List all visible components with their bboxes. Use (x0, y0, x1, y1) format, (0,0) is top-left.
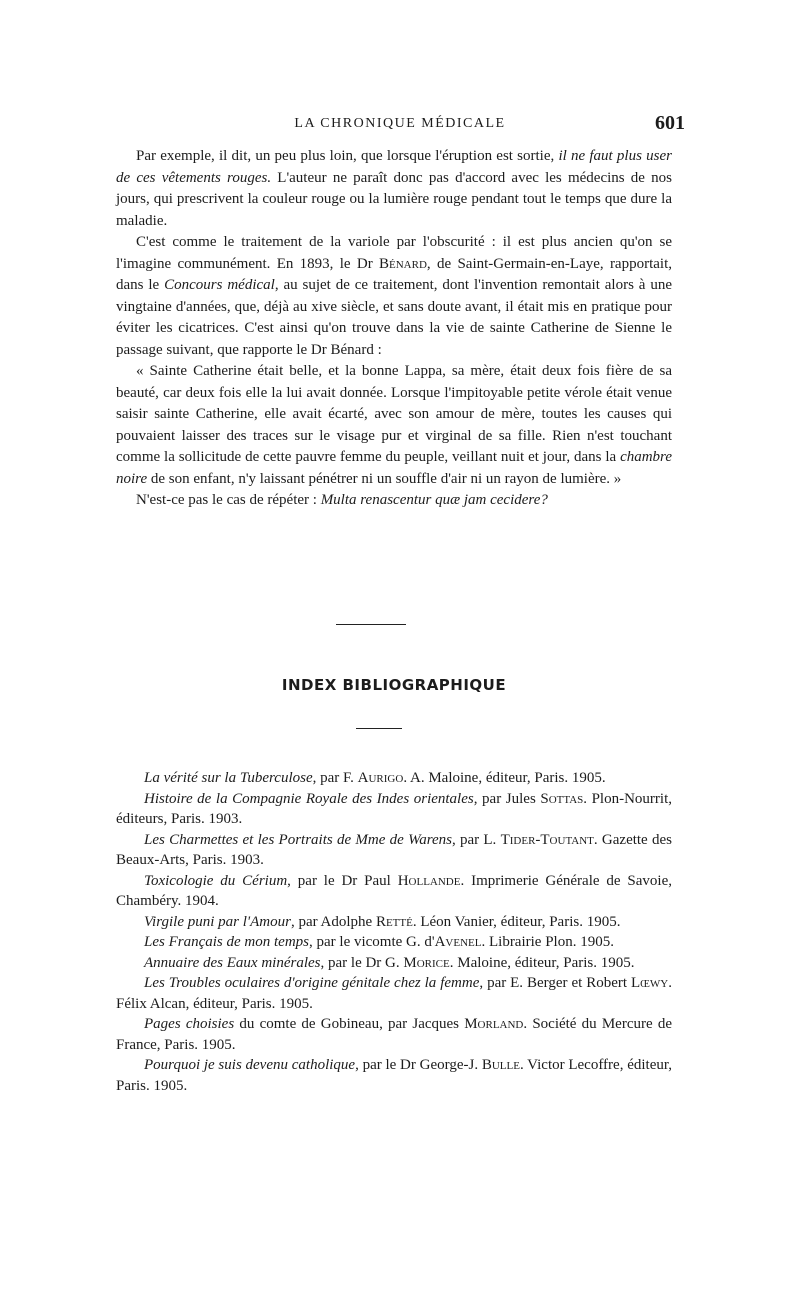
text: . Imprimerie Générale de Savoie, Chambéry. 1904. (116, 872, 672, 909)
text: de son enfant, n'y laissant pénétrer ni un souffle d'air ni un rayon de lumière. » (147, 470, 622, 487)
text: . Maloine, éditeur, Paris. 1905. (449, 954, 635, 971)
text: . Gazette des Beaux-Arts, Paris. 1903. (116, 831, 672, 868)
text: N'est-ce pas le cas de répéter : (136, 492, 321, 508)
text: . Félix Alcan, éditeur, Paris. 1905. (116, 975, 672, 1012)
bibliography-entry (116, 789, 672, 830)
author-name: Bulle (481, 1057, 520, 1073)
book-title: Les Troubles oculaires d'origine génitale chez la femme (144, 975, 480, 991)
text: . Société du Mercure de France, Paris. 1905. (116, 1016, 672, 1053)
page-number: 601 (655, 112, 685, 134)
paragraph-4 (116, 490, 672, 512)
text: , par le Dr George-J. (355, 1057, 482, 1073)
book-title: Les Français de mon temps (144, 934, 309, 950)
bibliography-list (116, 768, 672, 1096)
book-title: Annuaire des Eaux minérales (144, 954, 321, 971)
latin-quote: Multa renascentur quæ jam cecidere? (320, 492, 548, 508)
bibliography-entry (116, 768, 672, 789)
running-title: LA CHRONIQUE MÉDICALE (294, 116, 506, 131)
text: , par F. (312, 770, 358, 786)
author-name: Lœwy (630, 975, 669, 991)
text: Par exemple, il dit, un peu plus loin, que lorsque l'éruption est sortie, (136, 148, 559, 164)
bibliography-entry (116, 1055, 672, 1096)
author-name: Morland (464, 1016, 524, 1032)
author-name: Hollande (397, 872, 461, 889)
bibliography-entry (116, 871, 672, 912)
book-title: Histoire de la Compagnie Royale des Indes orientales (144, 790, 474, 807)
text: , de Saint-Germain-en-Laye, rapportait, dans le (116, 255, 672, 293)
bibliography-entry (116, 953, 672, 974)
index-title: INDEX BIBLIOGRAPHIQUE (281, 676, 507, 694)
text: . Léon Vanier, éditeur, Paris. 1905. (412, 913, 621, 930)
text: , par le Dr G. (320, 954, 404, 971)
bibliography-entry (116, 912, 672, 933)
text: , par le Dr Paul (287, 872, 398, 889)
text: , par E. Berger et Robert (479, 975, 631, 991)
text: du comte de Gobineau, par Jacques (234, 1016, 465, 1032)
book-title: Toxicologie du Cérium (144, 872, 288, 889)
bibliography-entry (116, 830, 672, 871)
text: . Plon-Nourrit, éditeurs, Paris. 1903. (116, 790, 672, 827)
bibliography-entry (116, 1014, 672, 1055)
separator-rule-bottom (356, 728, 402, 729)
author-name: Retté (375, 913, 413, 930)
bibliography-entry (116, 932, 672, 953)
text: , par Adolphe (290, 913, 376, 930)
paragraph-1 (116, 146, 672, 232)
text: C'est comme le traitement de la variole par l'obscurité : il est plus ancien qu'on se l'imagine communément. En 1893, le Dr (116, 234, 672, 272)
author-name: Sottas (540, 790, 584, 807)
text: L'auteur ne paraît donc pas d'accord avec les médecins de nos jours, qui prescrivent la couleur rouge ou la lumière rouge pendant tout le temps que dure la maladie. (116, 169, 672, 229)
article-continuation (116, 146, 672, 512)
text: « Sainte Catherine était belle, et la bonne Lappa, sa mère, était deux fois fière de sa beauté, car deux fois elle la lui avait donnée. Lorsque l'impitoyable petite vérole était venue saisir sainte Catherine, elle avait écarté, avec son amour de mère, toutes les causes qui pouvaient laisser des traces sur le visage pur et virginal de sa fille. Rien n'est touchant comme la sollicitude de cette pauvre femme du peuple, veillant nuit et jour, dans la (116, 363, 672, 465)
book-title: Virgile puni par l'Amour (144, 913, 291, 930)
bibliography-entry (116, 973, 672, 1014)
text: , par L. (451, 831, 501, 848)
paragraph-3-quote (116, 361, 672, 490)
text: . Victor Lecoffre, éditeur, Paris. 1905. (116, 1057, 672, 1094)
italic-text: Concours médical (164, 277, 275, 293)
text: . Librairie Plon. 1905. (481, 934, 614, 950)
book-title: Les Charmettes et les Portraits de Mme de Warens (144, 831, 452, 848)
separator-rule-top (336, 624, 406, 625)
running-head (115, 112, 685, 138)
author-name: Morice (403, 954, 450, 971)
text: , au sujet de ce traitement, dont l'invention remontait alors à une vingtaine d'années, que, déjà au xive siècle, et sans doute avant, il était mis en pratique pour éviter les cicatrices. C'est ainsi qu'on trouve dans la vie de sainte Catherine de Sienne le passage suivant, que rapporte le Dr Bénard : (116, 277, 673, 358)
paragraph-2 (116, 232, 672, 361)
text: , par Jules (473, 790, 541, 807)
italic-text: chambre noire (116, 449, 672, 487)
text: . A. Maloine, éditeur, Paris. 1905. (403, 770, 606, 786)
author-name: Aurigo (357, 770, 404, 786)
book-title: Pourquoi je suis devenu catholique (144, 1057, 356, 1073)
book-title: Pages choisies (144, 1016, 235, 1032)
author-name: Tider-Toutant (500, 831, 594, 848)
text: , par le vicomte G. d' (309, 934, 435, 950)
book-title: La vérité sur la Tuberculose (144, 770, 313, 786)
italic-text: il ne faut plus user de ces vêtements rouges. (116, 148, 672, 186)
author-name: Bénard (379, 255, 427, 272)
author-name: Avenel (434, 934, 482, 950)
